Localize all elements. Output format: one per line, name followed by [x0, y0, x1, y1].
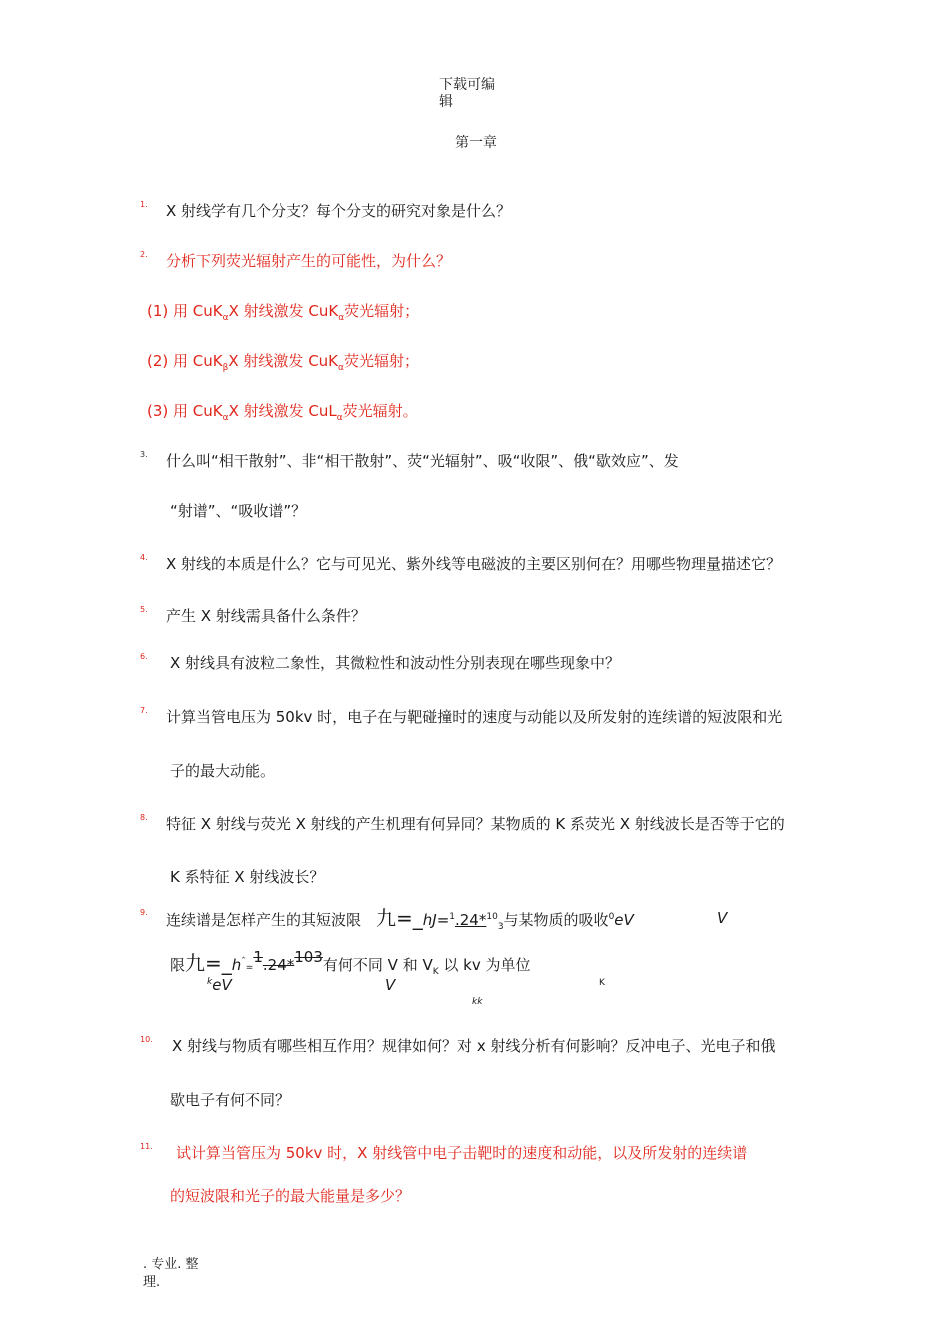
- question-text-cont: 的短波限和光子的最大能量是多少？: [170, 1187, 411, 1205]
- question-text: 分析下列荧光辐射产生的可能性，为什么？: [166, 252, 452, 270]
- question-text: X 射线学有几个分支？每个分支的研究对象是什么？: [166, 202, 512, 220]
- question-number: 11.: [140, 1142, 153, 1151]
- question-text: 什么叫“相干散射”、非“相干散射”、荧“光辐射”、吸“收限”、俄“歇效应”、发: [166, 452, 679, 470]
- footer-line-2: 理.: [143, 1275, 161, 1290]
- question-text: X 射线具有波粒二象性，其微粒性和波动性分别表现在哪些现象中？: [170, 654, 621, 672]
- question-number: 2.: [140, 250, 148, 259]
- question-number: 6.: [140, 652, 148, 661]
- footer-line-1: . 专业. 整: [143, 1257, 199, 1272]
- sub-item: (1) 用 CuK$_\alpha$X 射线激发 CuK$_\alpha$荧光辐射；: [147, 302, 420, 323]
- short-wave-formula: 九=_hJ=$^1$.24*$^{10}_3$与某物质的吸收$^0$eV: [376, 906, 634, 932]
- question-number: 1.: [140, 200, 148, 209]
- ev-unit: $^k$eV: [207, 976, 232, 994]
- absorption-edge-formula: 限九$=\_h^ˆ=1.24*103$有何不同 V 和 $V_K$ 以 kv 为单位: [170, 948, 531, 977]
- sub-item: (2) 用 CuK$_\beta$X 射线激发 CuK$_\alpha$荧光辐射；: [147, 352, 419, 373]
- voltage-symbol: V: [385, 976, 396, 994]
- question-text-cont: 子的最大动能。: [170, 762, 276, 780]
- question-text-cont: “射谱”、“吸收谱”？: [170, 502, 307, 520]
- question-number: 3.: [140, 450, 148, 459]
- question-text: 特征 X 射线与荧光 X 射线的产生机理有何异同？某物质的 K 系荧光 X 射线波长是否等于它的: [166, 815, 785, 833]
- question-text: X 射线与物质有哪些相互作用？规律如何？对 x 射线分析有何影响？反冲电子、光电子和俄: [172, 1037, 776, 1055]
- question-text-cont: K 系特征 X 射线波长？: [170, 868, 325, 886]
- header-line-1: 下载可编: [439, 77, 495, 93]
- sub-item: (3) 用 CuK$_\alpha$X 射线激发 CuL$_\alpha$荧光辐射。: [147, 402, 418, 423]
- question-number: 9.: [140, 908, 148, 917]
- question-text-cont: 歇电子有何不同？: [170, 1091, 291, 1109]
- question-number: 4.: [140, 553, 148, 562]
- question-text: 连续谱是怎样产生的其短波限: [166, 911, 362, 929]
- question-number: 10.: [140, 1035, 153, 1044]
- subscript-k: K: [599, 978, 605, 988]
- question-number: 8.: [140, 813, 148, 822]
- question-text: X 射线的本质是什么？它与可见光、紫外线等电磁波的主要区别何在？用哪些物理量描述它？: [166, 555, 782, 573]
- question-number: 7.: [140, 706, 148, 715]
- header-line-2: 辑: [439, 94, 453, 110]
- subscript-kk: kk: [472, 997, 483, 1007]
- question-number: 5.: [140, 605, 148, 614]
- question-text: 试计算当管压为 50kv 时，X 射线管中电子击靶时的速度和动能，以及所发射的连续谱: [176, 1144, 748, 1162]
- voltage-symbol: V: [717, 909, 728, 927]
- question-text: 计算当管电压为 50kv 时，电子在与靶碰撞时的速度与动能以及所发射的连续谱的短波限和光: [166, 708, 783, 726]
- question-text: 产生 X 射线需具备什么条件？: [166, 607, 366, 625]
- chapter-title: 第一章: [455, 135, 497, 151]
